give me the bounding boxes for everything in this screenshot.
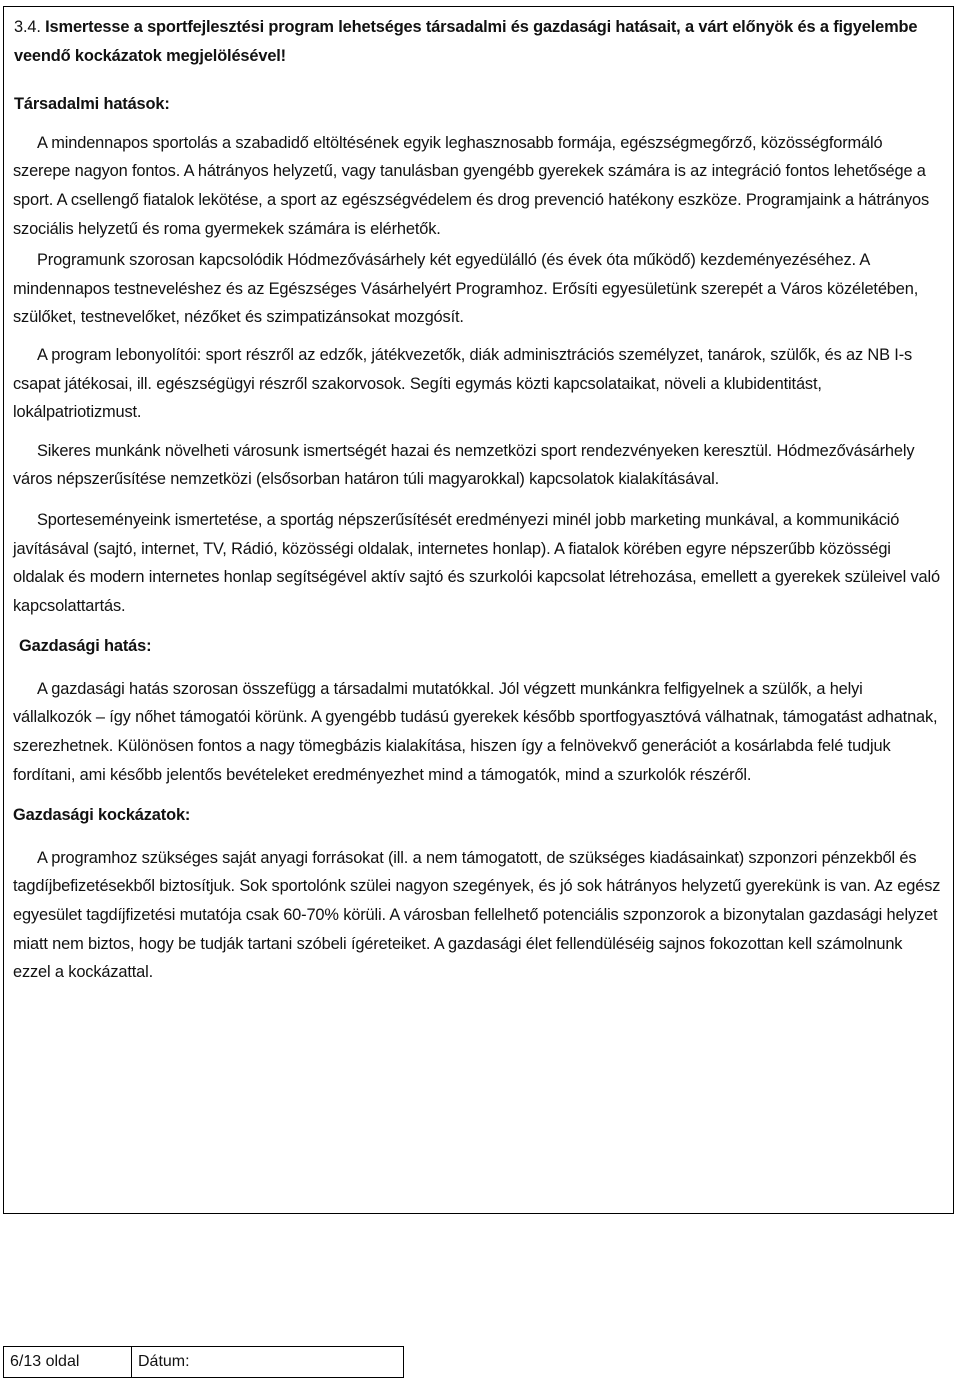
social-paragraph-5: Sporteseményeink ismertetése, a sportág népszerűsítését eredményezi minél jobb marketing munkával, a kommunikáció javításával (sajtó, internet, TV, Rádió, közösségi oldalak, internetes honlap). A fiatalok körében egyre népszerűbb közösségi oldalak és modern internetes honlap segítségével aktív sajtó és szurkolói kapcsolat létrehozása, emellett a gyerekek szüleivel való kapcsolattartás.	[13, 510, 940, 615]
document-body	[13, 13, 943, 987]
page-footer	[3, 1346, 404, 1378]
economic-impact-title: Gazdasági hatás:	[19, 637, 152, 656]
section-title: Ismertesse a sportfejlesztési program lehetséges társadalmi és gazdasági hatásait, a várt előnyök és a figyelembe veendő kockázatok megjelölésével!	[14, 18, 918, 65]
social-paragraph-3: A program lebonyolítói: sport részről az edzők, játékvezetők, diák adminisztrációs személyzet, tanárok, szülők, és az NB I-s csapat játékosai, ill. egészségügyi részről szakorvosok. Segíti egymás közti kapcsolataikat, növeli a klubidentitást, lokálpatriotizmust.	[13, 345, 913, 422]
social-paragraph-4: Sikeres munkánk növelheti városunk ismertségét hazai és nemzetközi sport rendezvényeken keresztül. Hódmezővásárhely város népszerűsítése nemzetközi (elsősorban határon túli magyarokkal) kapcsolatok kialakításával.	[13, 441, 915, 489]
social-paragraph-1: A mindennapos sportolás a szabadidő eltöltésének egyik leghasznosabb formája, egészségmegőrző, közösségformáló szerepe nagyon fontos. A hátrányos helyzetű, vagy tanulásban gyengébb gyerekek számára is az integráció fontos lehetősége a sport. A csellengő fiatalok lekötése, a sport az egészségvédelem és drog prevenció hatékony eszköze. Programjaink a hátrányos szociális helyzetű és roma gyermekek számára is elérhetők.	[13, 133, 930, 238]
page-number: 6/13 oldal	[4, 1347, 132, 1377]
economic-risks-title: Gazdasági kockázatok:	[13, 806, 191, 825]
section-number: 3.4.	[14, 18, 41, 36]
date-label: Dátum:	[138, 1353, 190, 1370]
section-heading	[13, 13, 943, 70]
risks-paragraph: A programhoz szükséges saját anyagi forrásokat (ill. a nem támogatott, de szükséges kiadásainkat) szponzori pénzekből és tagdíjbefizetésekből biztosítjuk. Sok sportolónk szülei nagyon szegények, és jó sok hátrányos helyzetű gyerekünk is van. Az egész egyesület tagdíjfizetési mutatója csak 60-70% körüli. A városban fellelhető potenciális szponzorok a bizonytalan gazdasági helyzet miatt nem biztos, hogy be tudják tartani szóbeli ígéreteiket. A gazdasági élet fellendüléséig sajnos fokozottan kell számolnunk ezzel a kockázattal.	[13, 848, 941, 982]
economic-paragraph: A gazdasági hatás szorosan összefügg a társadalmi mutatókkal. Jól végzett munkánkra felfigyelnek a szülők, a helyi vállalkozók – így nőhet támogatói körünk. A gyengébb tudású gyerekek később sportfogyasztóvá válhatnak, támogatást adhatnak, szerezhetnek. Különösen fontos a nagy tömegbázis kialakítása, hiszen így a felnövekvő generációt a kosárlabda felé tudjuk fordítani, ami később jelentős bevételeket eredményezhet mind a támogatók, mind a szurkolók részéről.	[13, 679, 938, 784]
social-impacts-title: Társadalmi hatások:	[14, 95, 170, 114]
social-paragraph-2: Programunk szorosan kapcsolódik Hódmezővásárhely két egyedülálló (és évek óta működő) kezdeményezéséhez. A mindennapos testneveléshez és az Egészséges Vásárhelyért Programhoz. Erősíti egyesületünk szerepét a Város közéletében, szülőket, testnevelőket, nézőket és szimpatizánsokat mozgósít.	[13, 251, 919, 327]
